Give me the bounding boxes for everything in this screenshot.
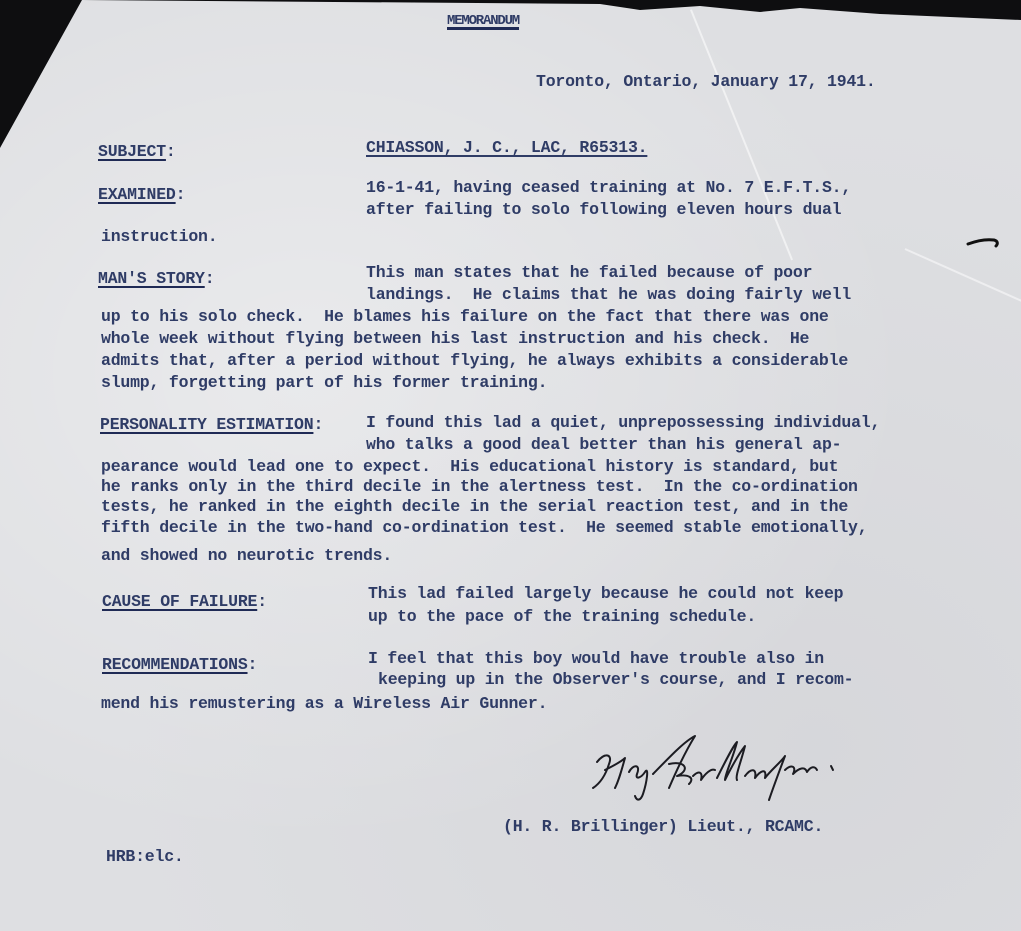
recommendation-line: I feel that this boy would have trouble also in <box>368 649 824 668</box>
section-label-cause-of-failure: CAUSE OF FAILURE: <box>102 592 267 611</box>
mans-story-line: whole week without flying between his last instruction and his check. He <box>101 329 810 348</box>
mans-story-line: up to his solo check. He blames his failure on the fact that there was one <box>101 307 829 326</box>
margin-pen-mark <box>966 236 1006 252</box>
recommendation-line: keeping up in the Observer's course, and I recom- <box>378 670 854 689</box>
signatory-name: (H. R. Brillinger) Lieut., RCAMC. <box>503 817 824 836</box>
section-label-personality-estimation: PERSONALITY ESTIMATION: <box>100 415 324 434</box>
mans-story-line: slump, forgetting part of his former training. <box>101 373 548 392</box>
section-label-mans-story: MAN'S STORY: <box>98 269 215 288</box>
mans-story-line: admits that, after a period without flying, he always exhibits a considerable <box>101 351 849 370</box>
examined-line: instruction. <box>101 227 218 246</box>
section-label-subject: SUBJECT: <box>98 142 176 161</box>
personality-line: I found this lad a quiet, unprepossessing individual, <box>366 413 881 432</box>
cause-line: up to the pace of the training schedule. <box>368 607 757 626</box>
personality-line: he ranks only in the third decile in the alertness test. In the co-ordination <box>101 477 858 496</box>
examined-line: 16-1-41, having ceased training at No. 7 E.F.T.S., <box>366 178 852 197</box>
memo-title: MEMORANDUM <box>447 13 520 29</box>
recommendation-line: mend his remustering as a Wireless Air Gunner. <box>101 694 548 713</box>
personality-line: tests, he ranked in the eighth decile in the serial reaction test, and in the <box>101 497 849 516</box>
examined-line: after failing to solo following eleven hours dual <box>366 200 842 219</box>
section-label-recommendations: RECOMMENDATIONS: <box>102 655 258 674</box>
subject-value: CHIASSON, J. C., LAC, R65313. <box>366 138 648 157</box>
personality-line: who talks a good deal better than his general ap- <box>366 435 842 454</box>
reference-initials: HRB:elc. <box>106 847 184 866</box>
place-date: Toronto, Ontario, January 17, 1941. <box>536 72 876 91</box>
personality-line: fifth decile in the two-hand co-ordination test. He seemed stable emotionally, <box>101 518 868 537</box>
personality-line: pearance would lead one to expect. His educational history is standard, but <box>101 457 839 476</box>
cause-line: This lad failed largely because he could not keep <box>368 584 844 603</box>
handwritten-signature <box>585 722 855 807</box>
mans-story-line: This man states that he failed because of poor <box>366 263 813 282</box>
section-label-examined: EXAMINED: <box>98 185 186 204</box>
mans-story-line: landings. He claims that he was doing fairly well <box>366 285 852 304</box>
personality-line: and showed no neurotic trends. <box>101 546 393 565</box>
